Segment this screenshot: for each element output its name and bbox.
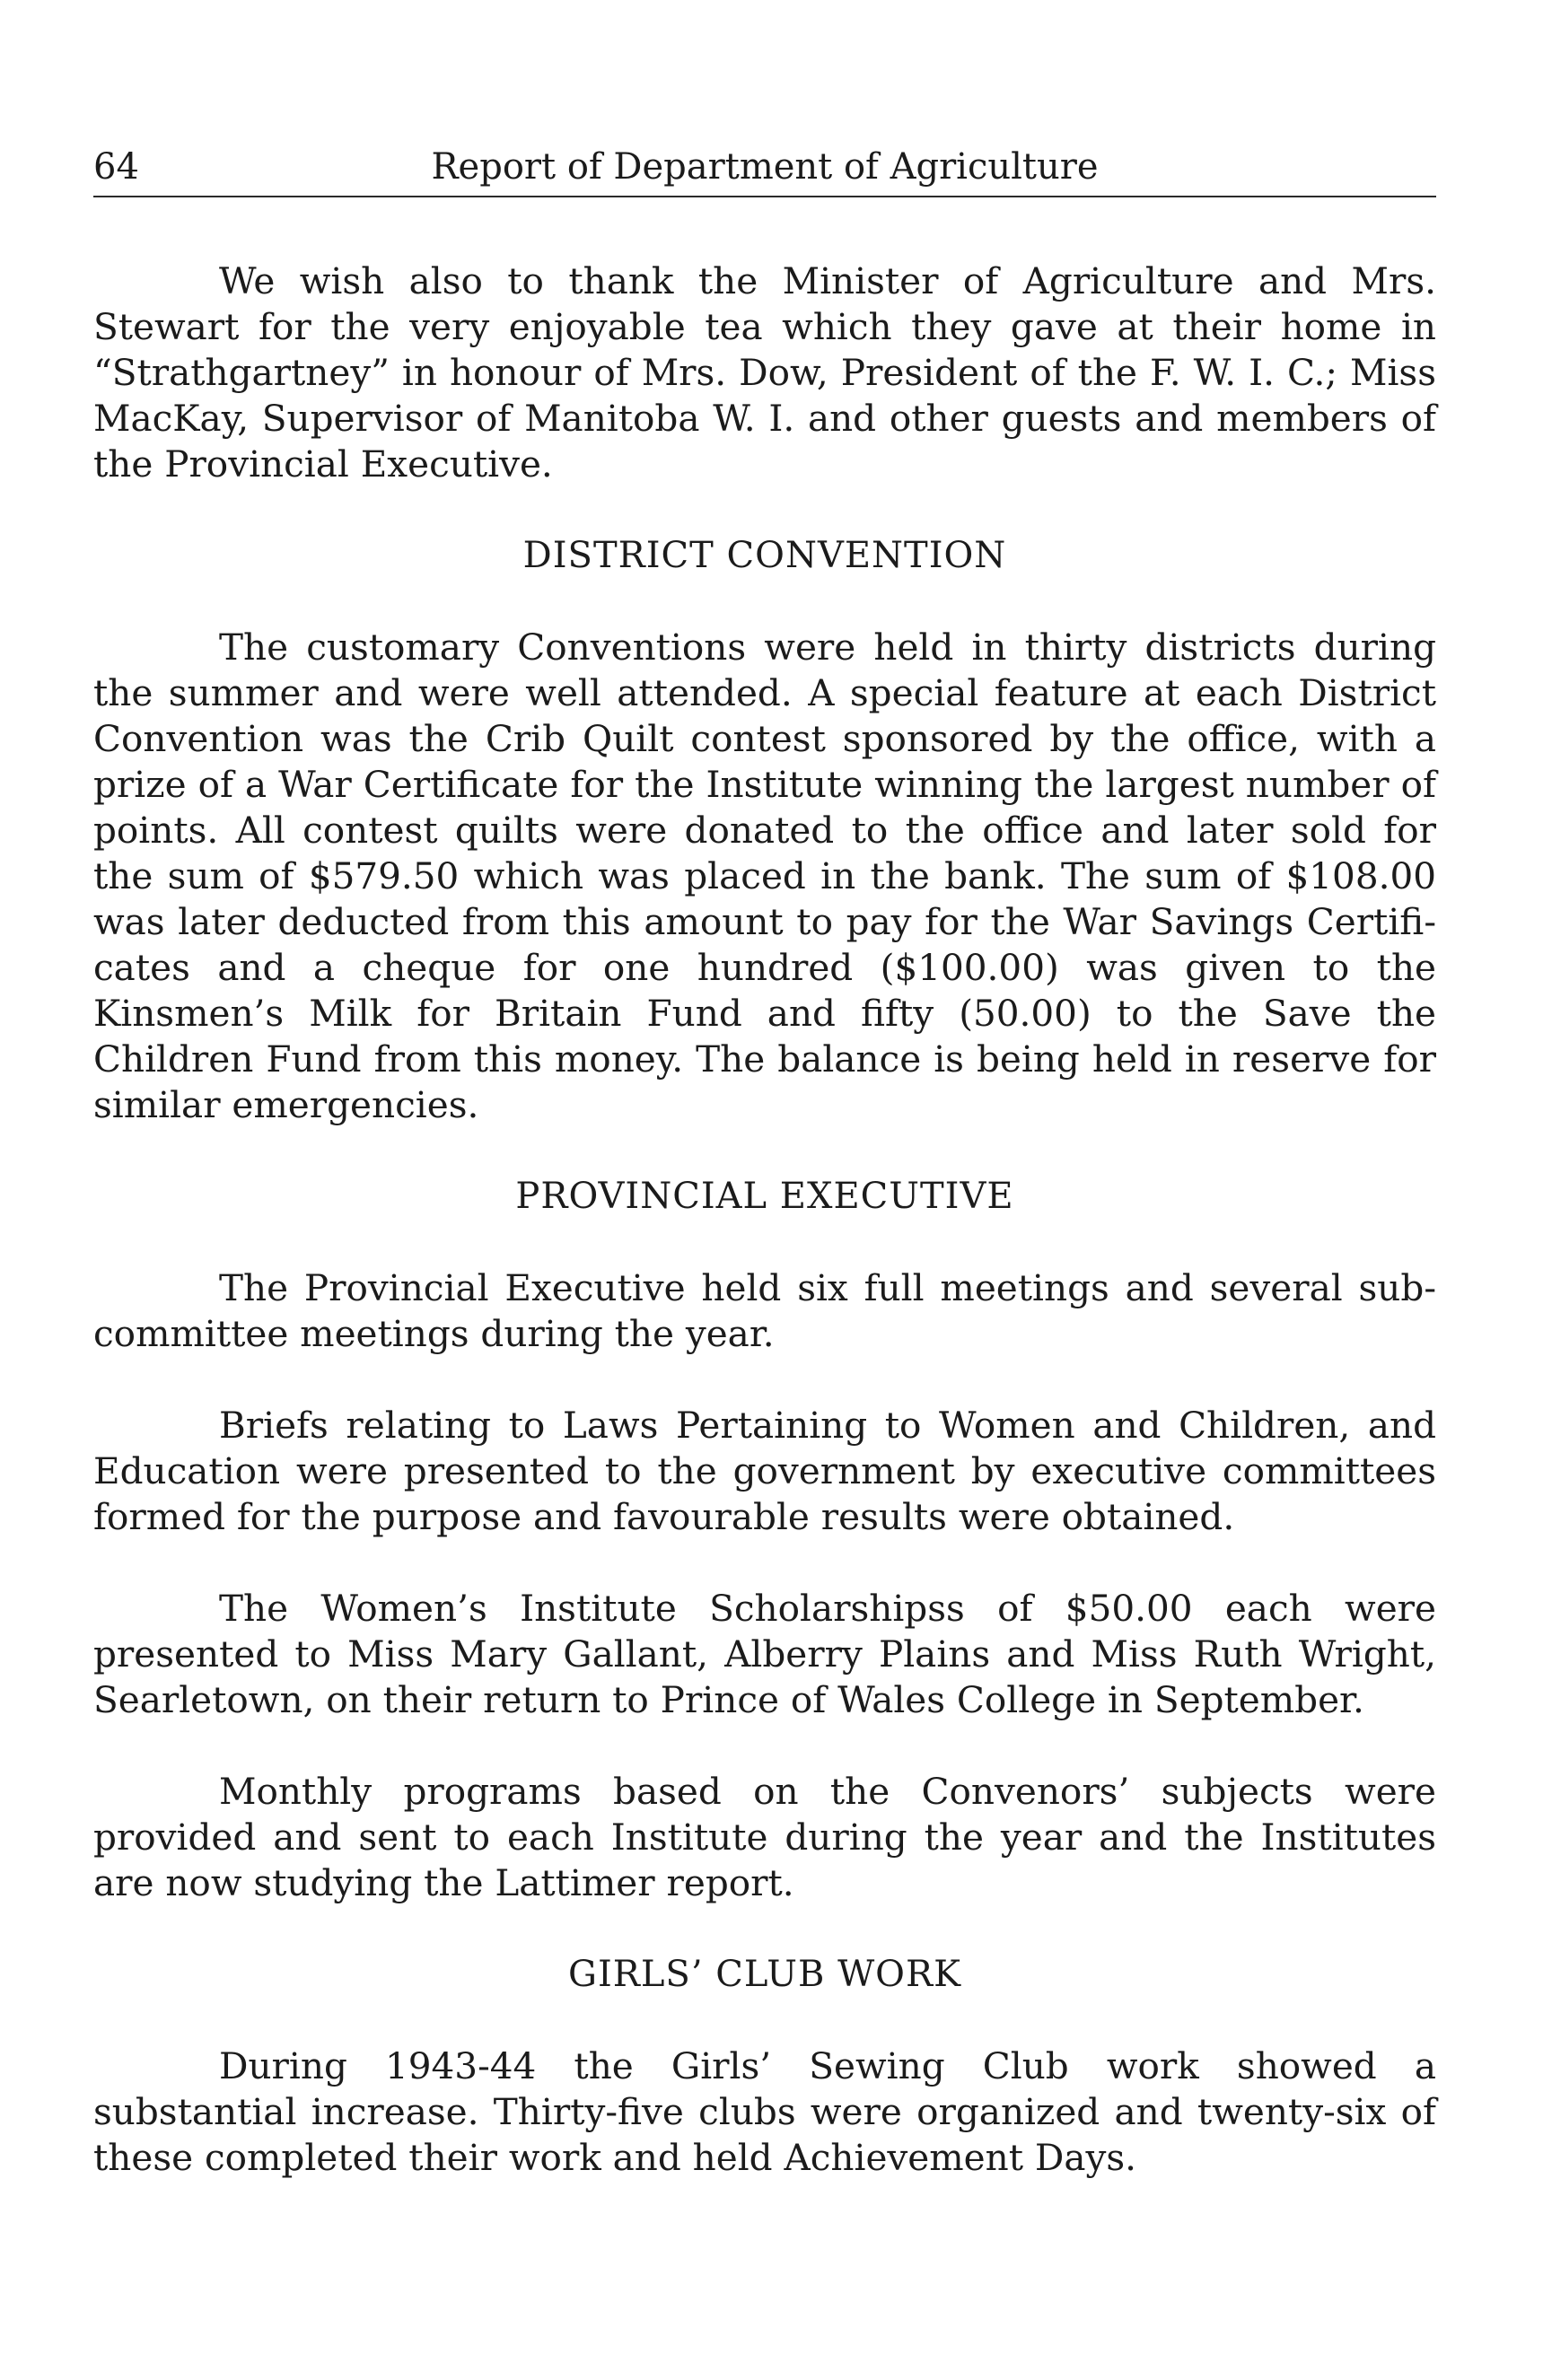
paragraph-briefs: Briefs relating to Laws Pertaining to Women and Children, and Education were presented to the government by executive committees formed for the purpose and favourable results were obtained. xyxy=(93,1404,1436,1538)
paragraph-monthly-programs: Monthly programs based on the Convenors’ subjects were provided and sent to each Institute during the year and the Institutes are now studying the Lattimer report. xyxy=(93,1770,1436,1904)
heading-girls-club-work: GIRLS’ CLUB WORK xyxy=(568,1954,961,1995)
heading-district-convention: DISTRICT CONVENTION xyxy=(522,535,1007,576)
paragraph-executive-meetings: The Provincial Executive held six full meetings and several subcommittee meetings during the year. xyxy=(93,1266,1436,1355)
running-header xyxy=(93,142,1436,197)
paragraph-thanks: We wish also to thank the Minister of Agriculture and Mrs. Stewart for the very enjoyable tea which they gave at their home in “Strathgartney” in honour of Mrs. Dow, President of the F. W. I. C.; Miss MacKay, Supervisor of Manitoba W. I. and other guests and members of the Provincial Executive. xyxy=(93,259,1436,486)
paragraph-district-convention: The customary Conventions were held in thirty districts during the summer and were well attended. A special feature at each District Convention was the Crib Quilt contest sponsored by the office, with a prize of a War Certificate for the Institute winning the largest number of points. All contest quilts were donated to the office and later sold for the sum of $579.50 which was placed in the bank. The sum of $108.00 was later deducted from this amount to pay for the War Savings Certificates and a cheque for one hundred ($100.00) was given to the Kinsmen’s Milk for Britain Fund and fifty (50.00) to the Save the Children Fund from this money. The balance is being held in reserve for similar emergencies. xyxy=(93,626,1436,1126)
heading-provincial-executive: PROVINCIAL EXECUTIVE xyxy=(515,1176,1014,1217)
paragraph-scholarships: The Women’s Institute Scholarshipss of $50.00 each were presented to Miss Mary Gallant, Alberry Plains and Miss Ruth Wright, Searletown, on their return to Prince of Wales College in September. xyxy=(93,1587,1436,1721)
body-text xyxy=(93,258,1436,2181)
page-number: 64 xyxy=(93,146,139,188)
paragraph-girls-club-work: During 1943-44 the Girls’ Sewing Club work showed a substantial increase. Thirty-five clubs were organized and twenty-six of these completed their work and held Achievement Days. xyxy=(93,2044,1436,2179)
running-title: Report of Department of Agriculture xyxy=(431,146,1099,188)
